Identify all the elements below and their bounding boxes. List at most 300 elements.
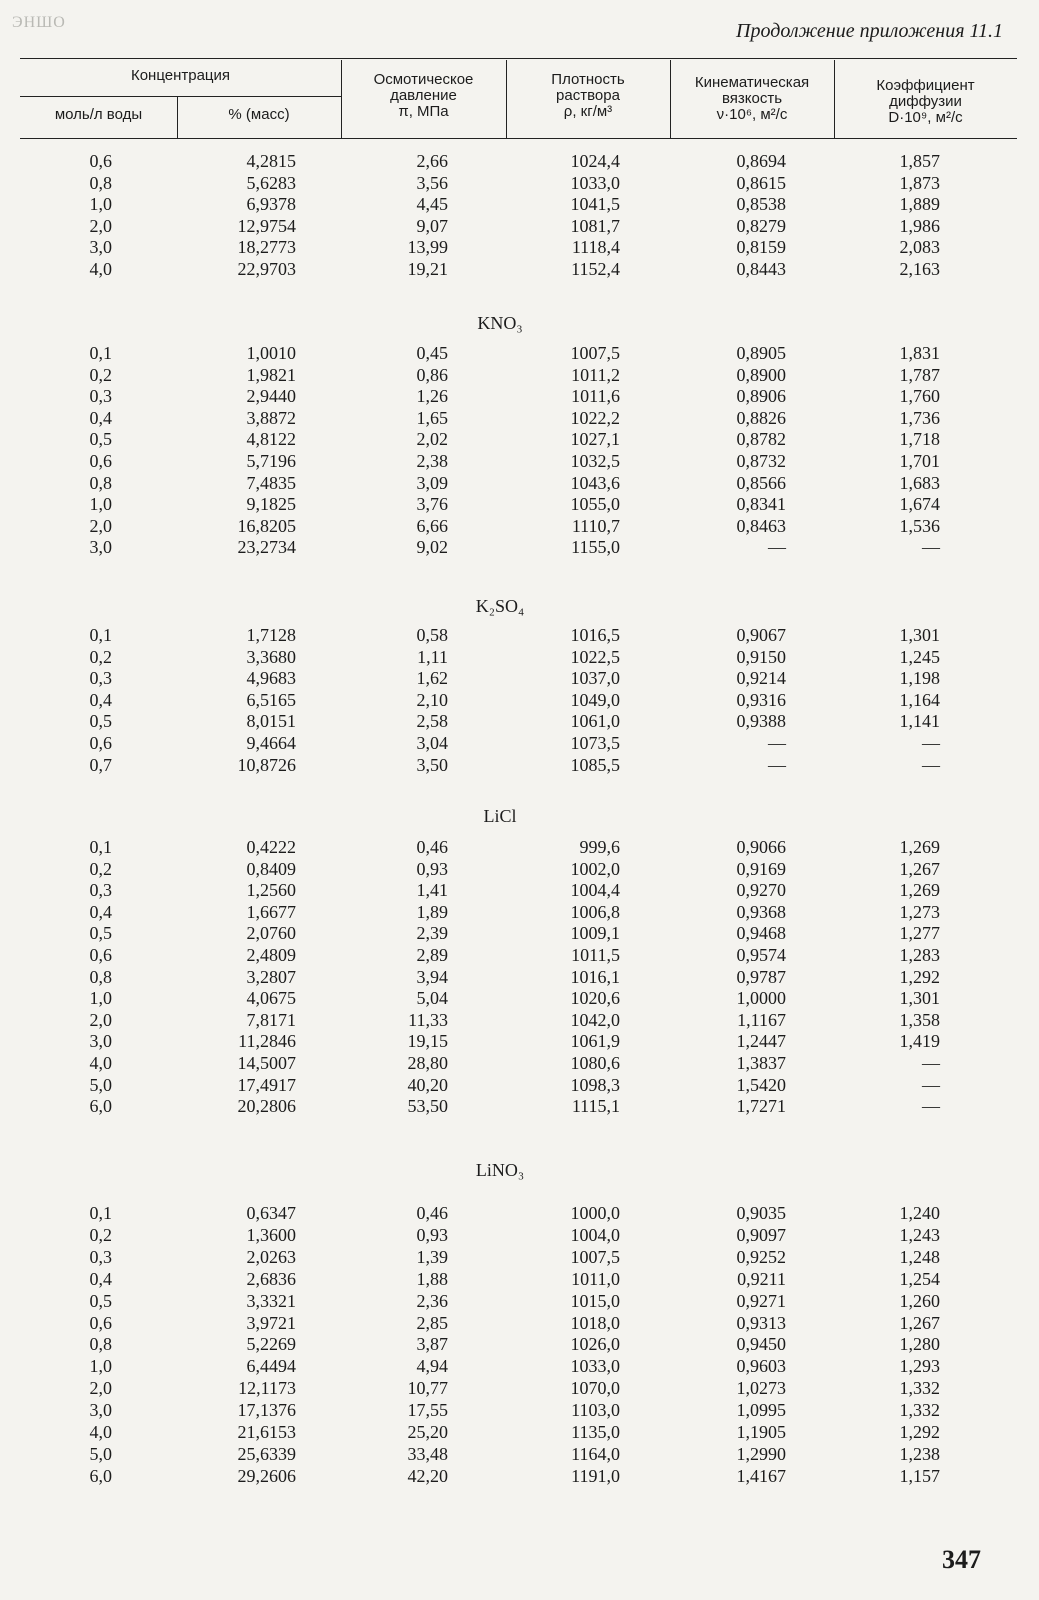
cell-kinematic-viscosity: 0,9468 (736, 923, 786, 944)
table-row (0, 879, 1039, 901)
cell-diffusion-coefficient: 1,269 (899, 837, 940, 857)
cell-kinematic-viscosity: 1,2447 (736, 1031, 786, 1052)
cell-diffusion-coefficient: 1,292 (899, 1422, 940, 1442)
cell-diffusion-coefficient: — (922, 733, 940, 753)
cell-mass-percent: 9,1825 (246, 494, 296, 515)
cell-mass-percent: 3,8872 (246, 407, 296, 428)
table-header (20, 58, 1017, 142)
cell-diffusion-coefficient: 2,163 (899, 259, 940, 279)
cell-mol-per-liter: 0,8 (89, 1334, 112, 1355)
cell-mass-percent: 18,2773 (237, 237, 296, 258)
table-row (0, 624, 1039, 646)
cell-diffusion-coefficient: 1,240 (899, 1203, 940, 1223)
cell-mass-percent: 21,6153 (237, 1422, 296, 1442)
table-row (0, 1030, 1039, 1052)
cell-mass-percent: 3,9721 (246, 1312, 296, 1333)
cell-osmotic-pressure: 1,41 (416, 880, 448, 901)
table-row (0, 536, 1039, 558)
cell-kinematic-viscosity: 1,0273 (736, 1378, 786, 1399)
cell-mass-percent: 1,7128 (246, 625, 296, 645)
cell-osmotic-pressure: 1,62 (416, 668, 448, 689)
cell-diffusion-coefficient: 1,164 (899, 689, 940, 710)
table-row (0, 966, 1039, 988)
cell-diffusion-coefficient: 1,280 (899, 1334, 940, 1355)
cell-diffusion-coefficient: 1,293 (899, 1356, 940, 1377)
cell-density: 1152,4 (571, 259, 620, 279)
cell-diffusion-coefficient: 1,873 (899, 172, 940, 193)
table-row (0, 944, 1039, 966)
header-viscosity-line: ν·10⁶, м²/с (716, 106, 788, 123)
cell-density: 1026,0 (570, 1334, 620, 1355)
cell-mol-per-liter: 3,0 (89, 1400, 112, 1421)
table-row (0, 1377, 1039, 1399)
table-row (0, 1009, 1039, 1031)
cell-osmotic-pressure: 3,04 (416, 733, 448, 753)
cell-osmotic-pressure: 0,93 (416, 858, 448, 879)
cell-density: 1015,0 (570, 1290, 620, 1311)
cell-diffusion-coefficient: 1,536 (899, 515, 940, 536)
table-row (0, 428, 1039, 450)
cell-kinematic-viscosity: 0,9169 (736, 858, 786, 879)
cell-osmotic-pressure: 2,58 (416, 711, 448, 732)
table-row (0, 646, 1039, 668)
cell-kinematic-viscosity: 0,8906 (736, 386, 786, 407)
table-row (0, 493, 1039, 515)
header-top-rule (20, 58, 1017, 59)
cell-osmotic-pressure: 33,48 (407, 1443, 448, 1464)
header-viscosity-line: Кинематическая (694, 74, 810, 91)
cell-mol-per-liter: 3,0 (89, 1031, 112, 1052)
cell-density: 1061,0 (570, 711, 620, 732)
table-row (0, 1095, 1039, 1117)
cell-osmotic-pressure: 17,55 (407, 1400, 448, 1421)
cell-osmotic-pressure: 0,86 (416, 364, 448, 385)
cell-kinematic-viscosity: 0,9316 (736, 689, 786, 710)
table-row (0, 1074, 1039, 1096)
cell-kinematic-viscosity: — (768, 537, 786, 558)
page-number: 347 (942, 1545, 981, 1574)
table-row (0, 1421, 1039, 1443)
cell-density: 1115,1 (571, 1096, 620, 1117)
cell-mass-percent: 4,9683 (246, 668, 296, 689)
table-row (0, 1052, 1039, 1074)
cell-kinematic-viscosity: 0,8566 (736, 472, 786, 493)
cell-mass-percent: 6,4494 (246, 1356, 296, 1377)
cell-osmotic-pressure: 5,04 (416, 988, 448, 1009)
cell-osmotic-pressure: 11,33 (408, 1009, 448, 1030)
table-row (0, 1399, 1039, 1421)
cell-mol-per-liter: 0,3 (89, 880, 112, 901)
cell-diffusion-coefficient: 1,736 (899, 407, 940, 428)
cell-mass-percent: 6,9378 (246, 194, 296, 215)
cell-mol-per-liter: 2,0 (89, 1009, 112, 1030)
cell-mass-percent: 7,4835 (246, 472, 296, 493)
cell-mol-per-liter: 4,0 (89, 259, 112, 279)
cell-osmotic-pressure: 1,39 (416, 1246, 448, 1267)
table-row (0, 754, 1039, 776)
header-diffusion-line: Коэффициент (876, 77, 975, 94)
cell-density: 1022,2 (570, 407, 620, 428)
cell-mass-percent: 14,5007 (237, 1053, 296, 1073)
cell-kinematic-viscosity: 0,9787 (736, 966, 786, 987)
cell-osmotic-pressure: 28,80 (407, 1053, 448, 1073)
table-row (0, 450, 1039, 472)
cell-mass-percent: 16,8205 (237, 515, 296, 536)
cell-mol-per-liter: 0,3 (89, 668, 112, 689)
cell-osmotic-pressure: 3,09 (416, 472, 448, 493)
cell-kinematic-viscosity: 0,9271 (736, 1290, 786, 1311)
cell-density: 1070,0 (570, 1378, 620, 1399)
cell-diffusion-coefficient: — (922, 754, 940, 775)
table-row (0, 236, 1039, 258)
cell-diffusion-coefficient: 1,141 (899, 711, 940, 732)
cell-diffusion-coefficient: 1,273 (899, 901, 940, 922)
cell-kinematic-viscosity: 0,8732 (736, 451, 786, 471)
cell-density: 1022,5 (570, 646, 620, 667)
table-row (0, 515, 1039, 537)
cell-kinematic-viscosity: 0,8615 (736, 172, 786, 193)
cell-diffusion-coefficient: 1,248 (899, 1246, 940, 1267)
cell-diffusion-coefficient: 1,683 (899, 472, 940, 493)
cell-density: 1098,3 (570, 1074, 620, 1095)
table-row (0, 858, 1039, 880)
cell-density: 1024,4 (570, 151, 620, 171)
cell-osmotic-pressure: 0,45 (416, 343, 448, 363)
cell-osmotic-pressure: 2,39 (416, 923, 448, 944)
cell-kinematic-viscosity: 0,9313 (736, 1312, 786, 1333)
cell-mass-percent: 5,6283 (246, 172, 296, 193)
cell-kinematic-viscosity: 0,8159 (736, 237, 786, 258)
cell-mol-per-liter: 4,0 (89, 1422, 112, 1442)
header-diffusion-line: D·10⁹, м²/с (888, 109, 963, 126)
cell-density: 1049,0 (570, 689, 620, 710)
cell-kinematic-viscosity: 0,9450 (736, 1334, 786, 1355)
cell-mol-per-liter: 0,4 (89, 689, 112, 710)
cell-mol-per-liter: 6,0 (89, 1096, 112, 1117)
cell-osmotic-pressure: 9,02 (416, 537, 448, 558)
table-row (0, 1224, 1039, 1246)
cell-diffusion-coefficient: 1,831 (899, 343, 940, 363)
cell-kinematic-viscosity: 0,8538 (736, 194, 786, 215)
cell-density: 1043,6 (570, 472, 620, 493)
cell-mass-percent: 5,2269 (246, 1334, 296, 1355)
table-row (0, 901, 1039, 923)
cell-mass-percent: 11,2846 (238, 1031, 296, 1052)
cell-kinematic-viscosity: 0,8463 (736, 515, 786, 536)
cell-diffusion-coefficient: 1,332 (899, 1400, 940, 1421)
cell-mass-percent: 3,2807 (246, 966, 296, 987)
cell-kinematic-viscosity: 0,8341 (736, 494, 786, 515)
cell-osmotic-pressure: 2,36 (416, 1290, 448, 1311)
cell-kinematic-viscosity: 1,1905 (736, 1422, 786, 1442)
cell-diffusion-coefficient: 1,283 (899, 945, 940, 965)
cell-kinematic-viscosity: 0,9603 (736, 1356, 786, 1377)
cell-mass-percent: 17,4917 (237, 1074, 296, 1095)
cell-diffusion-coefficient: 1,674 (899, 494, 940, 515)
cell-osmotic-pressure: 19,21 (407, 259, 448, 279)
cell-osmotic-pressure: 2,10 (416, 689, 448, 710)
cell-density: 1037,0 (570, 668, 620, 689)
cell-mol-per-liter: 2,0 (89, 215, 112, 236)
cell-mass-percent: 1,6677 (246, 901, 296, 922)
cell-kinematic-viscosity: 1,5420 (736, 1074, 786, 1095)
cell-osmotic-pressure: 42,20 (407, 1465, 448, 1486)
section-title: KNO₃ (477, 313, 523, 333)
cell-mass-percent: 20,2806 (237, 1096, 296, 1117)
table-row (0, 407, 1039, 429)
table-row (0, 1202, 1039, 1224)
table-row (0, 836, 1039, 858)
cell-osmotic-pressure: 0,46 (416, 837, 448, 857)
cell-osmotic-pressure: 3,87 (416, 1334, 448, 1355)
cell-mass-percent: 0,6347 (246, 1203, 296, 1223)
cell-diffusion-coefficient: 1,986 (899, 215, 940, 236)
cell-diffusion-coefficient: 1,260 (899, 1290, 940, 1311)
cell-mass-percent: 2,0760 (246, 923, 296, 944)
header-viscosity (670, 75, 834, 123)
header-osmotic (341, 72, 506, 120)
cell-density: 1042,0 (570, 1009, 620, 1030)
table-row (0, 667, 1039, 689)
cell-mol-per-liter: 4,0 (89, 1053, 112, 1073)
header-mol-per-liter: моль/л воды (54, 106, 143, 123)
cell-osmotic-pressure: 3,56 (416, 172, 448, 193)
cell-kinematic-viscosity: 0,9211 (737, 1268, 786, 1289)
cell-density: 1118,4 (571, 237, 620, 258)
table-row (0, 472, 1039, 494)
header-diffusion (834, 78, 1017, 126)
cell-mol-per-liter: 3,0 (89, 537, 112, 558)
header-density-line: Плотность (551, 71, 625, 88)
cell-mass-percent: 5,7196 (246, 451, 296, 471)
cell-mass-percent: 7,8171 (246, 1009, 296, 1030)
cell-mass-percent: 12,9754 (237, 215, 296, 236)
cell-kinematic-viscosity: 1,2990 (736, 1443, 786, 1464)
cell-osmotic-pressure: 2,38 (416, 451, 448, 471)
table-row (0, 150, 1039, 172)
table-row (0, 215, 1039, 237)
cell-density: 1011,0 (571, 1268, 620, 1289)
cell-diffusion-coefficient: 1,157 (899, 1465, 940, 1486)
cell-diffusion-coefficient: 1,269 (899, 880, 940, 901)
cell-density: 1085,5 (570, 754, 620, 775)
table-row (0, 1465, 1039, 1487)
cell-kinematic-viscosity: — (768, 733, 786, 753)
table-row (0, 1333, 1039, 1355)
cell-mass-percent: 3,3321 (246, 1290, 296, 1311)
cell-mass-percent: 4,2815 (246, 151, 296, 171)
cell-kinematic-viscosity: 1,0000 (736, 988, 786, 1009)
cell-diffusion-coefficient: 1,701 (899, 451, 940, 471)
cell-mass-percent: 2,6836 (246, 1268, 296, 1289)
cell-mol-per-liter: 0,6 (89, 733, 112, 753)
cell-density: 1061,9 (570, 1031, 620, 1052)
cell-osmotic-pressure: 1,26 (416, 386, 448, 407)
cell-mol-per-liter: 0,4 (89, 901, 112, 922)
cell-density: 1135,0 (571, 1422, 620, 1442)
cell-diffusion-coefficient: — (922, 1074, 940, 1095)
header-mid-rule (20, 96, 341, 97)
corner-mark: ЭНШО (12, 14, 66, 31)
cell-diffusion-coefficient: 1,243 (899, 1224, 940, 1245)
cell-mass-percent: 29,2606 (237, 1465, 296, 1486)
cell-kinematic-viscosity: 0,9574 (736, 945, 786, 965)
cell-mol-per-liter: 5,0 (89, 1443, 112, 1464)
cell-mass-percent: 2,0263 (246, 1246, 296, 1267)
cell-kinematic-viscosity: 0,9066 (736, 837, 786, 857)
cell-diffusion-coefficient: 1,889 (899, 194, 940, 215)
cell-diffusion-coefficient: 1,198 (899, 668, 940, 689)
cell-diffusion-coefficient: 1,238 (899, 1443, 940, 1464)
cell-mol-per-liter: 0,6 (89, 451, 112, 471)
cell-density: 1103,0 (571, 1400, 620, 1421)
table-row (0, 987, 1039, 1009)
cell-mass-percent: 2,4809 (246, 945, 296, 965)
cell-mol-per-liter: 0,2 (89, 1224, 112, 1245)
cell-mass-percent: 0,4222 (246, 837, 296, 857)
cell-kinematic-viscosity: 0,9214 (736, 668, 786, 689)
cell-diffusion-coefficient: 1,301 (899, 988, 940, 1009)
cell-mass-percent: 1,9821 (246, 364, 296, 385)
cell-density: 1011,2 (571, 364, 620, 385)
cell-diffusion-coefficient: 1,419 (899, 1031, 940, 1052)
cell-osmotic-pressure: 4,94 (416, 1356, 448, 1377)
cell-density: 1016,5 (570, 625, 620, 645)
cell-mass-percent: 12,1173 (238, 1378, 296, 1399)
cell-kinematic-viscosity: 0,9035 (736, 1203, 786, 1223)
cell-mol-per-liter: 3,0 (89, 237, 112, 258)
table-row (0, 1290, 1039, 1312)
cell-kinematic-viscosity: 1,4167 (736, 1465, 786, 1486)
cell-mol-per-liter: 1,0 (89, 494, 112, 515)
cell-mol-per-liter: 0,8 (89, 172, 112, 193)
cell-density: 1033,0 (570, 1356, 620, 1377)
section-title: K₂SO₄ (475, 596, 525, 616)
cell-mol-per-liter: 0,1 (89, 343, 112, 363)
cell-diffusion-coefficient: 1,332 (899, 1378, 940, 1399)
cell-mass-percent: 9,4664 (246, 733, 296, 753)
cell-kinematic-viscosity: 0,9067 (736, 625, 786, 645)
table-row (0, 193, 1039, 215)
cell-density: 1027,1 (570, 429, 620, 450)
cell-kinematic-viscosity: 1,3837 (736, 1053, 786, 1073)
running-head: Продолжение приложения 11.1 (736, 20, 1003, 42)
cell-kinematic-viscosity: 1,0995 (736, 1400, 786, 1421)
cell-osmotic-pressure: 2,85 (416, 1312, 448, 1333)
cell-osmotic-pressure: 2,02 (416, 429, 448, 450)
cell-mass-percent: 8,0151 (246, 711, 296, 732)
header-concentration: Концентрация (130, 67, 231, 84)
header-osmotic-line: Осмотическое (373, 71, 474, 88)
table-row (0, 732, 1039, 754)
cell-kinematic-viscosity: 0,9097 (736, 1224, 786, 1245)
cell-density: 1004,0 (570, 1224, 620, 1245)
cell-mol-per-liter: 0,7 (89, 754, 112, 775)
cell-osmotic-pressure: 1,88 (416, 1268, 448, 1289)
table-row (0, 1246, 1039, 1268)
cell-diffusion-coefficient: 1,718 (899, 429, 940, 450)
cell-density: 1009,1 (570, 923, 620, 944)
cell-mass-percent: 1,2560 (246, 880, 296, 901)
cell-kinematic-viscosity: 0,9270 (736, 880, 786, 901)
cell-density: 1032,5 (570, 451, 620, 471)
cell-mass-percent: 23,2734 (237, 537, 296, 558)
cell-osmotic-pressure: 1,65 (416, 407, 448, 428)
cell-diffusion-coefficient: 1,267 (899, 1312, 940, 1333)
cell-mass-percent: 10,8726 (237, 754, 296, 775)
cell-diffusion-coefficient: 1,857 (899, 151, 940, 171)
cell-kinematic-viscosity: 0,9388 (736, 711, 786, 732)
cell-kinematic-viscosity: 0,8694 (736, 151, 786, 171)
section-title: LiCl (483, 806, 517, 826)
cell-mass-percent: 6,5165 (246, 689, 296, 710)
cell-diffusion-coefficient: 1,267 (899, 858, 940, 879)
cell-kinematic-viscosity: 0,8905 (736, 343, 786, 363)
cell-kinematic-viscosity: 1,1167 (737, 1009, 786, 1030)
cell-mol-per-liter: 0,1 (89, 1203, 112, 1223)
cell-diffusion-coefficient: 1,301 (899, 625, 940, 645)
cell-mass-percent: 22,9703 (237, 259, 296, 279)
cell-osmotic-pressure: 9,07 (416, 215, 448, 236)
cell-mol-per-liter: 1,0 (89, 194, 112, 215)
cell-mol-per-liter: 0,2 (89, 364, 112, 385)
cell-mol-per-liter: 0,2 (89, 646, 112, 667)
cell-osmotic-pressure: 0,93 (416, 1224, 448, 1245)
cell-osmotic-pressure: 4,45 (416, 194, 448, 215)
header-osmotic-line: давление (390, 87, 457, 104)
header-osmotic-line: π, МПа (398, 103, 449, 120)
cell-mol-per-liter: 5,0 (89, 1074, 112, 1095)
cell-mol-per-liter: 0,5 (89, 429, 112, 450)
cell-mol-per-liter: 0,5 (89, 923, 112, 944)
cell-mass-percent: 4,8122 (246, 429, 296, 450)
cell-density: 1006,8 (570, 901, 620, 922)
cell-density: 1033,0 (570, 172, 620, 193)
cell-osmotic-pressure: 3,76 (416, 494, 448, 515)
table-row (0, 1268, 1039, 1290)
header-density-line: раствора (556, 87, 620, 104)
cell-mol-per-liter: 0,6 (89, 1312, 112, 1333)
cell-mass-percent: 25,6339 (237, 1443, 296, 1464)
cell-mass-percent: 17,1376 (237, 1400, 296, 1421)
cell-osmotic-pressure: 53,50 (407, 1096, 448, 1117)
table-row (0, 1443, 1039, 1465)
cell-osmotic-pressure: 2,66 (416, 151, 448, 171)
cell-mol-per-liter: 0,6 (89, 151, 112, 171)
section-title: LiNO₃ (475, 1160, 525, 1180)
cell-osmotic-pressure: 10,77 (407, 1378, 448, 1399)
cell-osmotic-pressure: 0,46 (416, 1203, 448, 1223)
cell-mass-percent: 1,0010 (246, 343, 296, 363)
cell-density: 999,6 (579, 837, 620, 857)
header-density-line: ρ, кг/м³ (563, 103, 613, 120)
cell-density: 1041,5 (570, 194, 620, 215)
cell-diffusion-coefficient: 1,787 (899, 364, 940, 385)
cell-mol-per-liter: 1,0 (89, 1356, 112, 1377)
cell-mol-per-liter: 0,3 (89, 386, 112, 407)
cell-mol-per-liter: 0,5 (89, 711, 112, 732)
cell-osmotic-pressure: 6,66 (416, 515, 448, 536)
cell-mass-percent: 1,3600 (246, 1224, 296, 1245)
cell-mass-percent: 4,0675 (246, 988, 296, 1009)
cell-osmotic-pressure: 2,89 (416, 945, 448, 965)
cell-diffusion-coefficient: 1,292 (899, 966, 940, 987)
cell-osmotic-pressure: 3,94 (416, 966, 448, 987)
cell-mass-percent: 3,3680 (246, 646, 296, 667)
table-row (0, 1312, 1039, 1334)
table-row (0, 364, 1039, 386)
header-mass-percent: % (масс) (228, 106, 290, 123)
